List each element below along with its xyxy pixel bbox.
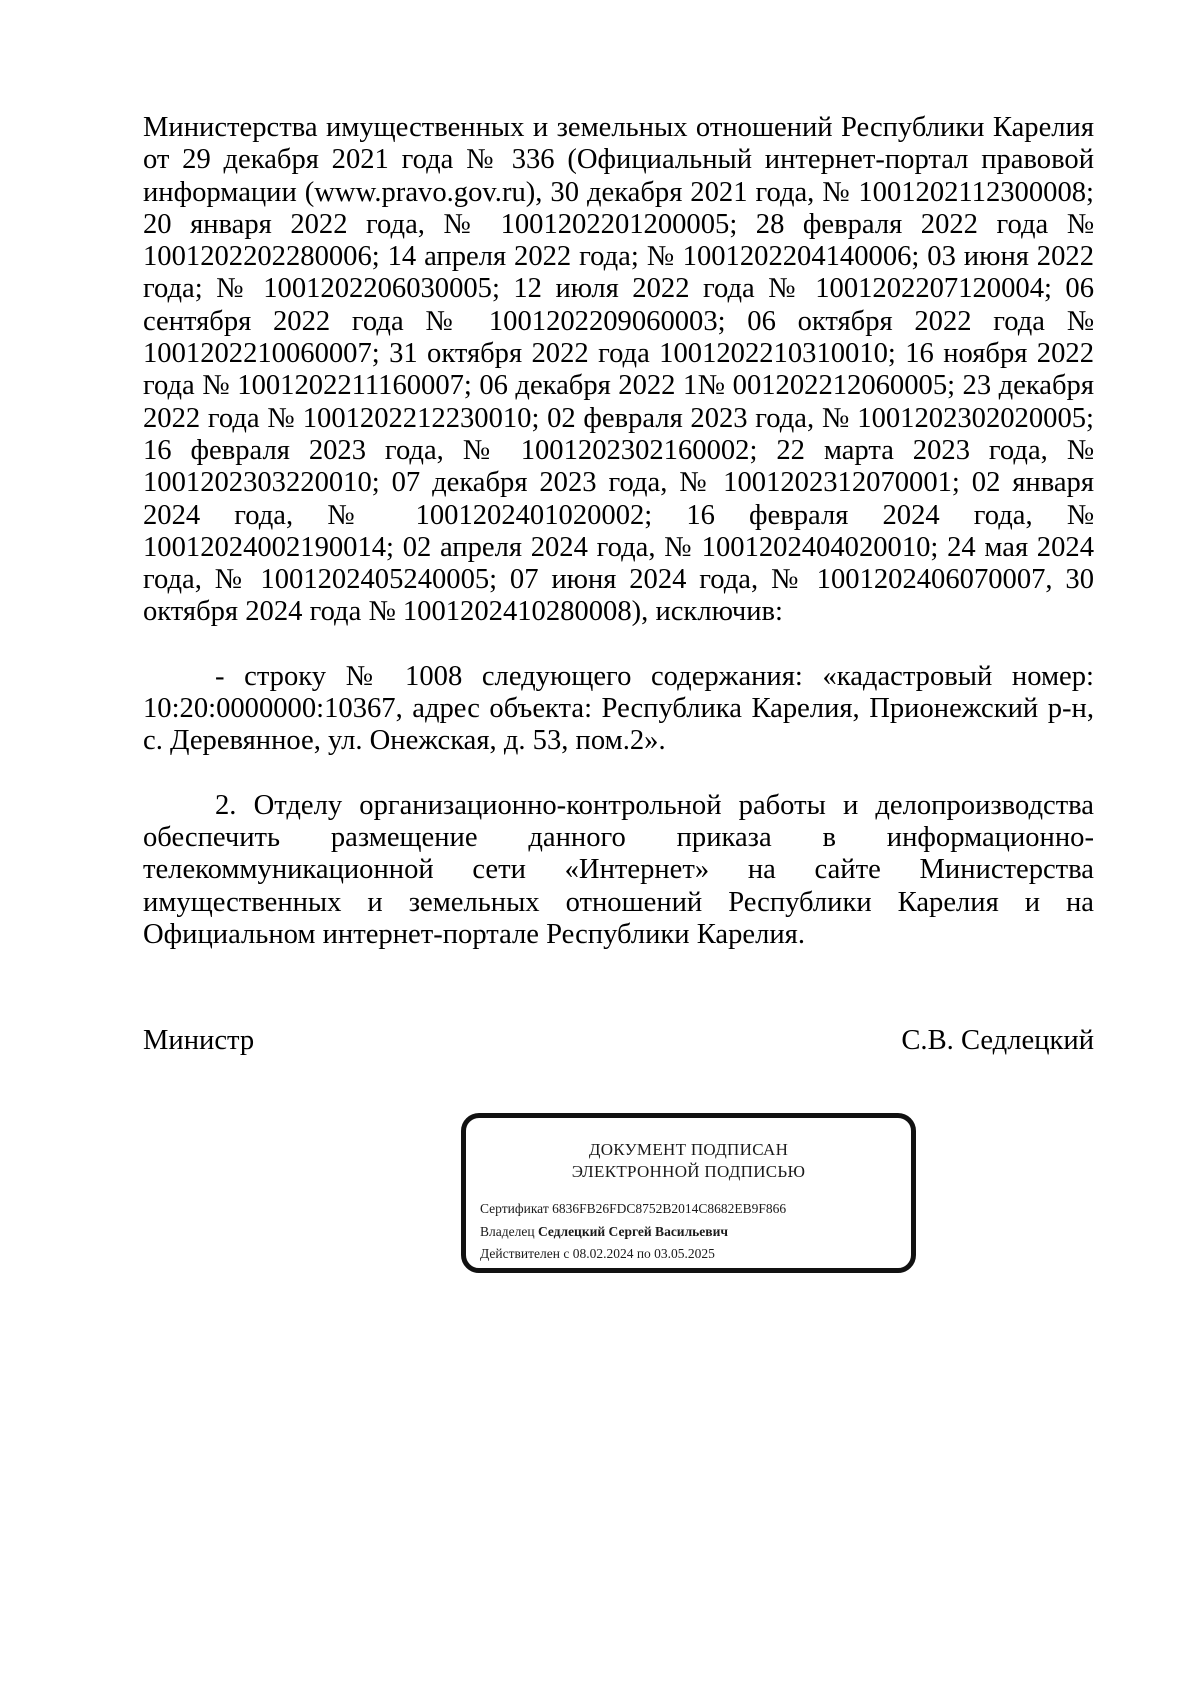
electronic-signature-stamp <box>461 1113 916 1273</box>
stamp-owner-label: Владелец <box>480 1223 535 1239</box>
signatory-position: Министр <box>143 1025 255 1056</box>
stamp-valid-label: Действителен <box>480 1246 560 1261</box>
stamp-valid-from: 08.02.2024 <box>572 1246 634 1261</box>
stamp-certificate-label: Сертификат <box>480 1201 549 1216</box>
stamp-owner-value: Седлецкий Сергей Васильевич <box>537 1223 728 1239</box>
stamp-certificate-line <box>480 1198 901 1221</box>
stamp-valid-to: 03.05.2025 <box>654 1246 715 1261</box>
paragraph-excluded-row: - строку № 1008 следующего содержания: «кадастровый номер: 10:20:0000000:10367, адрес объекта: Республика Карелия, Прионежский р-н, с. Деревянное, ул. Онежская, д. 53, пом.2». <box>143 660 1094 757</box>
stamp-title <box>466 1139 911 1183</box>
paragraph-amendment-list: Министерства имущественных и земельных отношений Республики Карелия от 29 декабря 2021 года № 336 (Официальный интернет-портал правовой информации (www.pravo.gov.ru), 30 декабря 2021 года, № 1001202112300008; 20 января 2022 года, № 1001202201200005; 28 февраля 2022 года № 1001202202280006; 14 апреля 2022 года; № 1001202204140006; 03 июня 2022 года; № 1001202206030005; 12 июля 2022 года № 1001202207120004; 06 сентября 2022 года № 1001202209060003; 06 октября 2022 года № 1001202210060007; 31 октября 2022 года 1001202210310010; 16 ноября 2022 года № 1001202211160007; 06 декабря 2022 1№ 001202212060005; 23 декабря 2022 года № 1001202212230010; 02 февраля 2023 года, № 1001202302020005; 16 февраля 2023 года, № 1001202302160002; 22 марта 2023 года, № 1001202303220010; 07 декабря 2023 года, № 1001202312070001; 02 января 2024 года, № 1001202401020002; 16 февраля 2024 года, № 10012024002190014; 02 апреля 2024 года, № 1001202404020010; 24 мая 2024 года, № 1001202405240005; 07 июня 2024 года, № 1001202406070007, 30 октября 2024 года № 1001202410280008), исключив: <box>143 112 1094 628</box>
stamp-valid-from-label: с <box>563 1246 570 1261</box>
stamp-valid-to-label: по <box>636 1246 651 1261</box>
stamp-title-line-2: ЭЛЕКТРОННОЙ ПОДПИСЬЮ <box>571 1162 806 1181</box>
stamp-title-line-1: ДОКУМЕНТ ПОДПИСАН <box>588 1140 789 1159</box>
signatory-name: С.В. Седлецкий <box>901 1025 1094 1056</box>
document-body <box>143 112 1094 951</box>
stamp-owner-line <box>480 1221 901 1244</box>
stamp-validity-line <box>480 1243 901 1266</box>
signature-block <box>143 1025 1094 1057</box>
stamp-details <box>480 1198 901 1266</box>
stamp-certificate-value: 6836FB26FDC8752B2014C8682EB9F866 <box>552 1201 787 1216</box>
paragraph-publication-order: 2. Отделу организационно-контрольной работы и делопроизводства обеспечить размещение данного приказа в информационно-телекоммуникационной сети «Интернет» на сайте Министерства имущественных и земельных отношений Республики Карелия и на Официальном интернет-портале Республики Карелия. <box>143 789 1094 950</box>
